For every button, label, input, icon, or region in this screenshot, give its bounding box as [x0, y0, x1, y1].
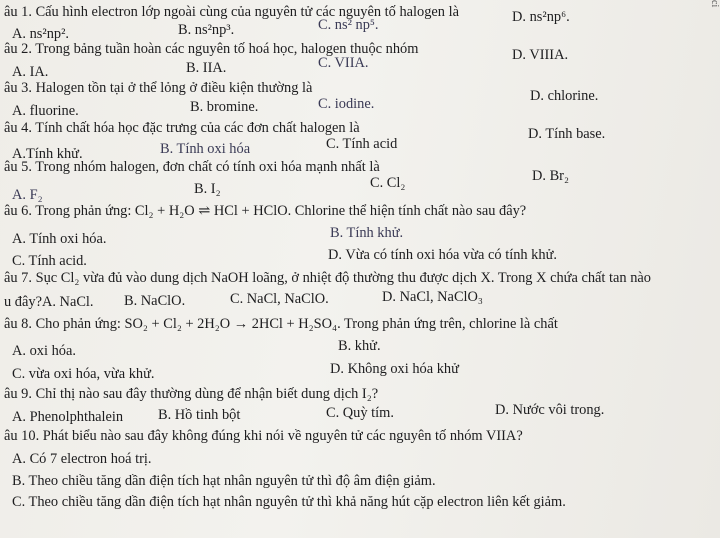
question-1-stem: âu 1. Cấu hình electron lớp ngoài cùng của nguyên tử các nguyên tố halogen là: [4, 4, 459, 20]
question-3-option-c: C. iodine.: [318, 96, 375, 112]
question-1-option-c: C. ns² np⁵.: [318, 17, 379, 33]
question-1-option-a: A. ns²np².: [12, 26, 70, 42]
question-7-stem-continued: u đây?A. NaCl.: [4, 294, 94, 310]
question-6-stem: âu 6. Trong phản ứng: Cl₂ + H₂O ⇌ HCl + HClO. Chlorine thể hiện tính chất nào sau đây?: [4, 203, 527, 219]
question-4-stem: âu 4. Tính chất hóa học đặc trưng của các đơn chất halogen là: [4, 120, 360, 136]
question-7-stem: âu 7. Sục Cl₂ vừa đủ vào dung dịch NaOH loãng, ở nhiệt độ thường thu được dịch X. Trong X chứa chất tan nào: [4, 270, 651, 286]
question-6-option-c: C. Tính acid.: [12, 253, 87, 269]
question-2-option-d: D. VIIIA.: [512, 47, 569, 63]
question-7-option-d: D. NaCl, NaClO₃: [382, 289, 483, 305]
question-9-stem: âu 9. Chỉ thị nào sau đây thường dùng để nhận biết dung dịch I₂?: [4, 386, 379, 402]
margin-note: ci: [709, 0, 720, 8]
question-2-stem: âu 2. Trong bảng tuần hoàn các nguyên tố hoá học, halogen thuộc nhóm: [4, 41, 419, 57]
question-10-option-c: C. Theo chiều tăng dần điện tích hạt nhân nguyên tử thì khả năng hút cặp electron liên kết giảm.: [12, 494, 566, 510]
question-6-option-a: A. Tính oxi hóa.: [12, 231, 107, 247]
question-2-option-c: C. VIIA.: [318, 55, 369, 71]
question-8-option-c: C. vừa oxi hóa, vừa khử.: [12, 366, 155, 382]
question-8-stem: âu 8. Cho phản ứng: SO₂ + Cl₂ + 2H₂O → 2HCl + H₂SO₄. Trong phản ứng trên, chlorine là chất: [4, 316, 558, 332]
question-1-option-d: D. ns²np⁶.: [512, 9, 570, 25]
question-5-stem: âu 5. Trong nhóm halogen, đơn chất có tính oxi hóa mạnh nhất là: [4, 159, 380, 175]
question-3-option-d: D. chlorine.: [530, 88, 599, 104]
question-9-option-a: A. Phenolphthalein: [12, 409, 124, 425]
question-8-option-a: A. oxi hóa.: [12, 343, 76, 359]
question-4-option-c: C. Tính acid: [326, 136, 398, 152]
question-4-option-b: B. Tính oxi hóa: [160, 141, 251, 157]
question-5-option-c: C. Cl₂: [370, 175, 406, 191]
question-9-option-b: B. Hồ tinh bột: [158, 407, 241, 423]
question-10-option-a: A. Có 7 electron hoá trị.: [12, 451, 152, 467]
question-4-option-d: D. Tính base.: [528, 126, 606, 142]
question-9-option-c: C. Quỳ tím.: [326, 405, 394, 421]
question-2-option-b: B. IIA.: [186, 60, 227, 76]
question-2-option-a: A. IA.: [12, 64, 49, 80]
question-5-option-d: D. Br₂: [532, 168, 569, 184]
question-3-stem: âu 3. Halogen tồn tại ở thể lỏng ở điều kiện thường là: [4, 80, 313, 96]
question-5-option-b: B. I₂: [194, 181, 221, 197]
question-8-option-b: B. khử.: [338, 338, 381, 354]
question-3-option-a: A. fluorine.: [12, 103, 79, 119]
question-7-option-c: C. NaCl, NaClO.: [230, 291, 329, 307]
question-1-option-b: B. ns²np³.: [178, 22, 235, 38]
question-3-option-b: B. bromine.: [190, 99, 259, 115]
question-5-option-a: A. F₂: [12, 187, 43, 203]
question-4-option-a: A.Tính khử.: [12, 146, 83, 162]
question-8-option-d: D. Không oxi hóa khử: [330, 361, 459, 377]
question-9-option-d: D. Nước vôi trong.: [495, 402, 605, 418]
question-6-option-b: B. Tính khử.: [330, 225, 404, 241]
question-10-option-b: B. Theo chiều tăng dần điện tích hạt nhân nguyên tử thì độ âm điện giảm.: [12, 473, 436, 489]
question-10-stem: âu 10. Phát biểu nào sau đây không đúng khi nói về nguyên tử các nguyên tố nhóm VIIA?: [4, 428, 523, 444]
question-6-option-d: D. Vừa có tính oxi hóa vừa có tính khử.: [328, 247, 557, 263]
question-7-option-b: B. NaClO.: [124, 293, 186, 309]
